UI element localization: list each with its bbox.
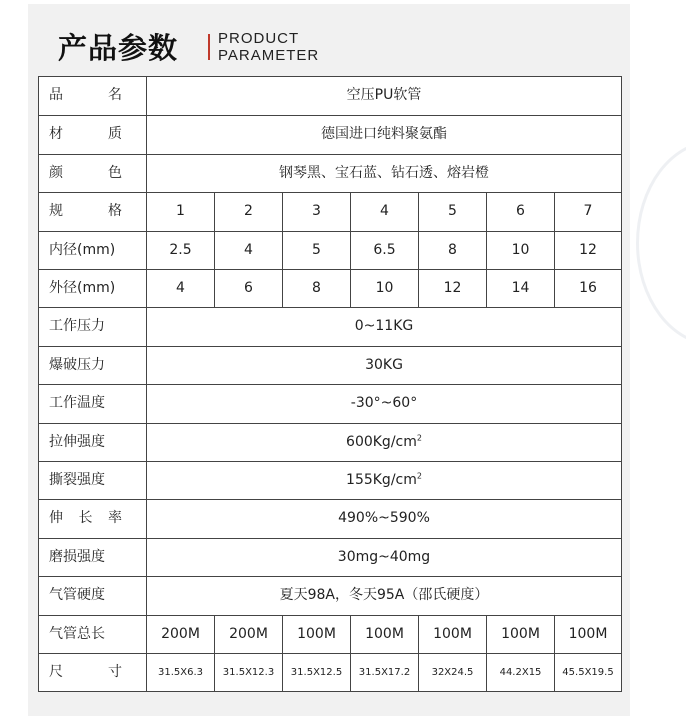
row-label-part: 气管硬度 [49, 587, 105, 604]
section-title: 产品参数 [58, 31, 179, 65]
table-cell: 44.2X15 [487, 654, 555, 691]
watermark-seal-right [636, 140, 686, 346]
table-cell: 12 [419, 270, 487, 307]
table-cell: 10 [351, 270, 419, 307]
row-value [147, 347, 621, 384]
table-cell: 3 [283, 193, 351, 230]
table-row [39, 307, 621, 345]
table-row [39, 115, 621, 153]
row-label [39, 462, 147, 499]
table-row [39, 384, 621, 422]
table-row [39, 423, 621, 461]
row-value [147, 539, 621, 576]
row-label [39, 500, 147, 537]
table-row [39, 653, 621, 691]
row-label-part: 尺 [49, 664, 63, 680]
row-value [147, 77, 621, 115]
row-label-part: 质 [108, 126, 122, 143]
table-row [39, 192, 621, 230]
row-label-part: 撕裂强度 [49, 472, 105, 488]
parameter-table [38, 76, 622, 692]
parameter-card [28, 4, 630, 716]
row-label-part: 工作温度 [49, 395, 105, 412]
table-cell: 100M [283, 616, 351, 653]
row-value-text: 夏天98A，冬天95A（邵氏硬度） [279, 587, 489, 604]
table-cell: 100M [487, 616, 555, 653]
title-divider [208, 34, 210, 60]
row-value [147, 577, 621, 614]
row-label-part: 格 [108, 203, 122, 220]
row-label-part: 寸 [108, 664, 122, 680]
table-row [39, 461, 621, 499]
table-cell: 100M [351, 616, 419, 653]
table-cell: 100M [419, 616, 487, 653]
table-cell: 31.5X17.2 [351, 654, 419, 691]
row-label-part: 气管总长 [49, 625, 105, 642]
title-en-line1: PRODUCT [218, 30, 300, 47]
row-label [39, 232, 147, 269]
table-cell: 6.5 [351, 232, 419, 269]
row-label-part: 内径(mm) [49, 241, 116, 258]
table-cell: 4 [215, 232, 283, 269]
table-cell: 8 [283, 270, 351, 307]
row-value [147, 155, 621, 192]
row-label [39, 116, 147, 153]
row-value-text: -30°~60° [350, 395, 418, 412]
row-value-text: 钢琴黑、宝石蓝、钻石透、熔岩橙 [279, 164, 489, 181]
table-cell: 12 [579, 241, 597, 258]
row-label-part: 率 [108, 510, 122, 527]
table-row [39, 538, 621, 576]
row-value [147, 308, 621, 345]
row-value-text: 30KG [365, 356, 403, 373]
row-label [39, 155, 147, 192]
row-label [39, 539, 147, 576]
row-label [39, 270, 147, 307]
unit-superscript: 2 [416, 432, 422, 442]
table-row [39, 615, 621, 653]
table-cell: 8 [419, 232, 487, 269]
row-value [147, 116, 621, 153]
table-cell: 5 [283, 232, 351, 269]
table-cell: 6 [487, 193, 555, 230]
row-label-part: 工作压力 [49, 318, 105, 335]
row-label [39, 308, 147, 345]
row-label-part: 品 [49, 87, 63, 103]
row-value-text: 490%~590% [338, 510, 430, 527]
row-value-text: 155Kg/cm [346, 472, 417, 488]
section-title-en [218, 30, 319, 64]
table-row [39, 346, 621, 384]
row-value-text: 30mg~40mg [337, 548, 431, 565]
table-cell: 100M [568, 625, 608, 642]
table-row [39, 154, 621, 192]
table-cell: 45.5X19.5 [562, 667, 614, 678]
row-value [147, 462, 621, 499]
table-cell: 31.5X12.5 [283, 654, 351, 691]
row-label [39, 347, 147, 384]
row-label [39, 577, 147, 614]
table-cell: 10 [487, 232, 555, 269]
table-cell: 1 [147, 193, 215, 230]
table-row [39, 576, 621, 614]
table-cell: 7 [583, 203, 593, 220]
row-label [39, 654, 147, 691]
table-row [39, 231, 621, 269]
row-label [39, 424, 147, 461]
row-label-part: 伸 [49, 510, 63, 527]
row-value [147, 385, 621, 422]
table-cell: 4 [147, 270, 215, 307]
table-cell: 16 [579, 280, 597, 296]
row-label [39, 385, 147, 422]
table-cell: 2 [215, 193, 283, 230]
table-row [39, 499, 621, 537]
row-label-part: 磨损强度 [49, 548, 105, 565]
table-cell: 2.5 [147, 232, 215, 269]
table-cell: 4 [351, 193, 419, 230]
row-label [39, 616, 147, 653]
row-label-part: 色 [108, 164, 122, 181]
row-label [39, 77, 147, 115]
table-cell: 5 [419, 193, 487, 230]
table-cell: 200M [147, 616, 215, 653]
row-value-text: 德国进口纯料聚氨酯 [321, 126, 447, 143]
row-label-part: 名 [108, 87, 122, 103]
row-label-part: 颜 [49, 164, 63, 181]
row-label [39, 193, 147, 230]
table-cell: 14 [487, 270, 555, 307]
row-label-part: 外径(mm) [49, 280, 116, 296]
table-cell: 31.5X6.3 [147, 654, 215, 691]
table-row [39, 269, 621, 307]
title-en-line2: PARAMETER [218, 47, 320, 64]
row-label-part: 长 [78, 510, 93, 527]
row-value-text: 0~11KG [354, 318, 414, 335]
table-row [39, 77, 621, 115]
row-value-text: 600Kg/cm [346, 433, 417, 450]
table-cell: 31.5X12.3 [215, 654, 283, 691]
row-label-part: 规 [49, 203, 63, 220]
table-cell: 32X24.5 [419, 654, 487, 691]
row-value-text: 空压PU软管 [346, 87, 422, 103]
row-label-part: 爆破压力 [49, 356, 105, 373]
table-cell: 6 [215, 270, 283, 307]
row-value [147, 500, 621, 537]
row-label-part: 拉伸强度 [49, 433, 105, 450]
table-cell: 200M [215, 616, 283, 653]
unit-superscript: 2 [416, 471, 422, 481]
row-label-part: 材 [49, 126, 63, 143]
row-value [147, 424, 621, 461]
